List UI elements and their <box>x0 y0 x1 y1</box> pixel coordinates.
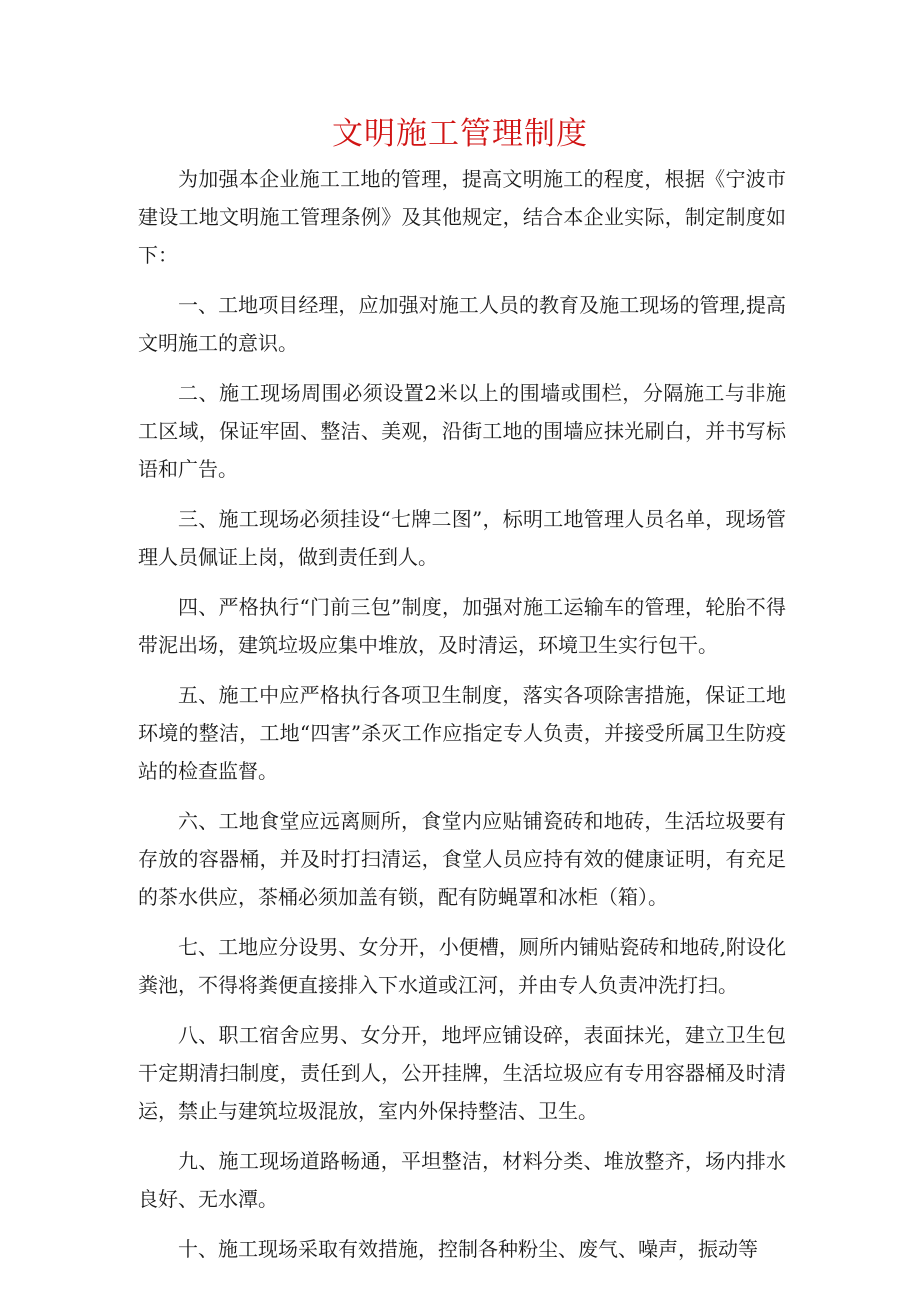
paragraph-intro: 为加强本企业施工工地的管理，提高文明施工的程度，根据《宁波市建设工地文明施工管理条例》及其他规定，结合本企业实际，制定制度如下： <box>138 167 786 267</box>
paragraph-item-8: 八、职工宿舍应男、女分开，地坪应铺设碎，表面抹光，建立卫生包干定期清扫制度，责任到人，公开挂牌，生活垃圾应有专用容器桶及时清运，禁止与建筑垃圾混放，室内外保持整洁、卫生。 <box>138 1023 786 1123</box>
document-body <box>138 160 786 1280</box>
paragraph-item-1: 一、工地项目经理，应加强对施工人员的教育及施工现场的管理,提高文明施工的意识。 <box>138 293 786 355</box>
paragraph-item-10: 十、施工现场采取有效措施，控制各种粉尘、废气、噪声，振动等 <box>178 1237 758 1261</box>
paragraph-item-9: 九、施工现场道路畅通，平坦整洁，材料分类、堆放整齐，场内排水良好、无水潭。 <box>138 1149 786 1211</box>
paragraph-item-3: 三、施工现场必须挂设“七牌二图”，标明工地管理人员名单，现场管理人员佩证上岗，做到责任到人。 <box>138 507 786 569</box>
paragraph-item-6: 六、工地食堂应远离厕所，食堂内应贴铺瓷砖和地砖，生活垃圾要有存放的容器桶，并及时打扫清运，食堂人员应持有效的健康证明，有充足的茶水供应，茶桶必须加盖有锁，配有防蝇罩和冰柜（箱）。 <box>138 809 786 909</box>
paragraph-item-2: 二、施工现场周围必须设置2米以上的围墙或围栏，分隔施工与非施工区域，保证牢固、整洁、美观，沿街工地的围墙应抹光刷白，并书写标语和广告。 <box>138 381 786 481</box>
paragraph-item-4: 四、严格执行“门前三包”制度，加强对施工运输车的管理，轮胎不得带泥出场，建筑垃圾应集中堆放，及时清运，环境卫生实行包干。 <box>138 595 786 657</box>
paragraph-item-7: 七、工地应分设男、女分开，小便槽，厕所内铺贴瓷砖和地砖,附设化粪池，不得将粪便直接排入下水道或江河，并由专人负责冲洗打扫。 <box>138 935 786 997</box>
document-title: 文明施工管理制度 <box>332 116 588 152</box>
paragraph-item-5: 五、施工中应严格执行各项卫生制度，落实各项除害措施，保证工地环境的整洁，工地“四害”杀灭工作应指定专人负责，并接受所属卫生防疫站的检查监督。 <box>138 683 786 783</box>
